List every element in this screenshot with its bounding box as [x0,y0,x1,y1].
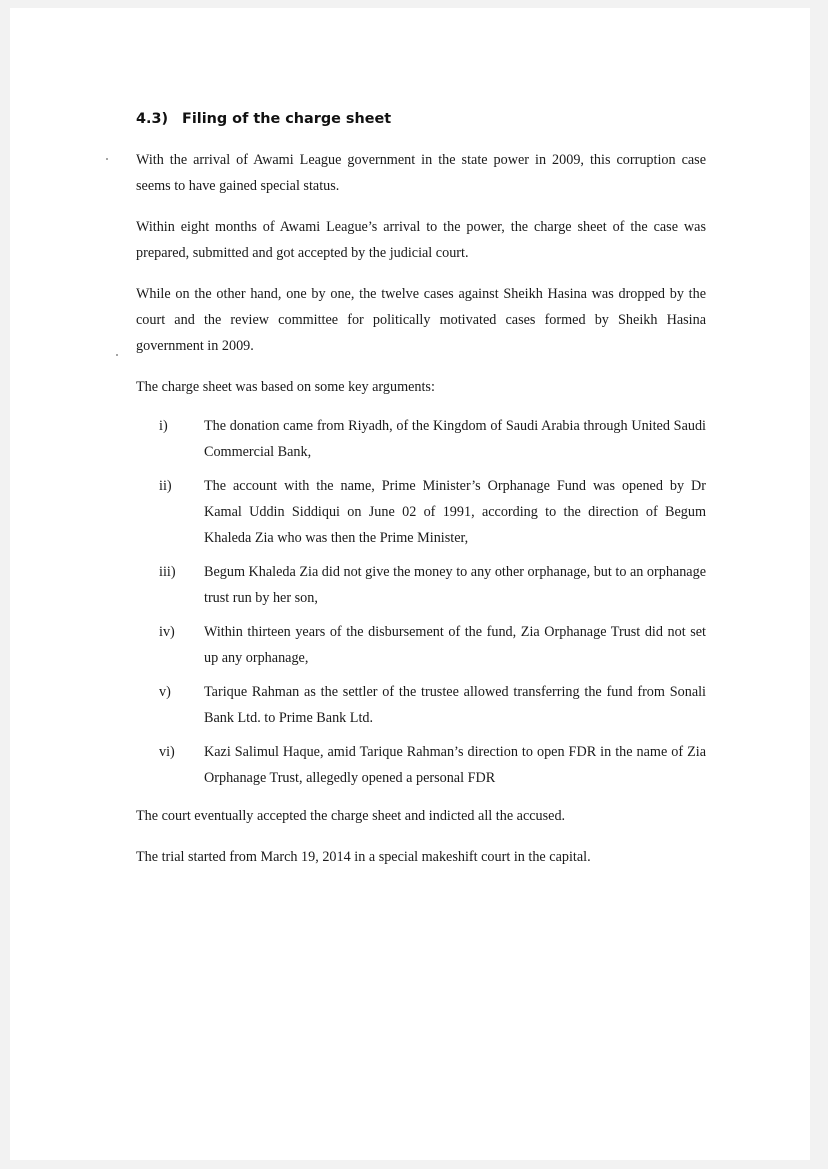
document-body [136,111,706,885]
scan-speck [106,158,108,160]
paragraph-3: While on the other hand, one by one, the twelve cases against Sheikh Hasina was dropped by the court and the review committee for politically motivated cases formed by Sheikh Hasina government in 2009. [136,286,706,354]
list-marker: iii) [159,564,176,580]
list-marker: iv) [159,624,175,640]
list-item [136,559,706,611]
paragraph-2: Within eight months of Awami League’s arrival to the power, the charge sheet of the case was prepared, submitted and got accepted by the judicial court. [136,219,706,261]
list-marker: ii) [159,478,172,494]
list-text: Within thirteen years of the disbursement of the fund, Zia Orphanage Trust did not set up any orphanage, [204,624,706,666]
section-title: Filing of the charge sheet [182,111,392,127]
paragraph-4: The charge sheet was based on some key arguments: [136,379,435,395]
list-item [136,413,706,465]
list-marker: i) [159,418,168,434]
list-item [136,679,706,731]
arguments-list [136,413,706,791]
list-text: Begum Khaleda Zia did not give the money to any other orphanage, but to an orphanage trust run by her son, [204,564,706,606]
list-text: The account with the name, Prime Minister’s Orphanage Fund was opened by Dr Kamal Uddin Siddiqui on June 02 of 1991, according to the direction of Begum Khaleda Zia who was then the Prime Minister, [204,478,706,546]
list-item [136,619,706,671]
paragraph-6: The trial started from March 19, 2014 in a special makeshift court in the capital. [136,849,591,865]
list-text: Tarique Rahman as the settler of the trustee allowed transferring the fund from Sonali Bank Ltd. to Prime Bank Ltd. [204,684,706,726]
section-heading [136,111,706,127]
document-page [10,8,810,1160]
list-item [136,473,706,551]
list-text: The donation came from Riyadh, of the Kingdom of Saudi Arabia through United Saudi Commercial Bank, [204,418,706,460]
section-number: 4.3) [136,111,169,127]
paragraph-1: With the arrival of Awami League government in the state power in 2009, this corruption case seems to have gained special status. [136,152,706,194]
list-item [136,739,706,791]
scan-speck [116,354,118,356]
list-text: Kazi Salimul Haque, amid Tarique Rahman’s direction to open FDR in the name of Zia Orphanage Trust, allegedly opened a personal FDR [204,744,706,786]
paragraph-5: The court eventually accepted the charge sheet and indicted all the accused. [136,808,566,824]
list-marker: v) [159,684,171,700]
list-marker: vi) [159,744,175,760]
